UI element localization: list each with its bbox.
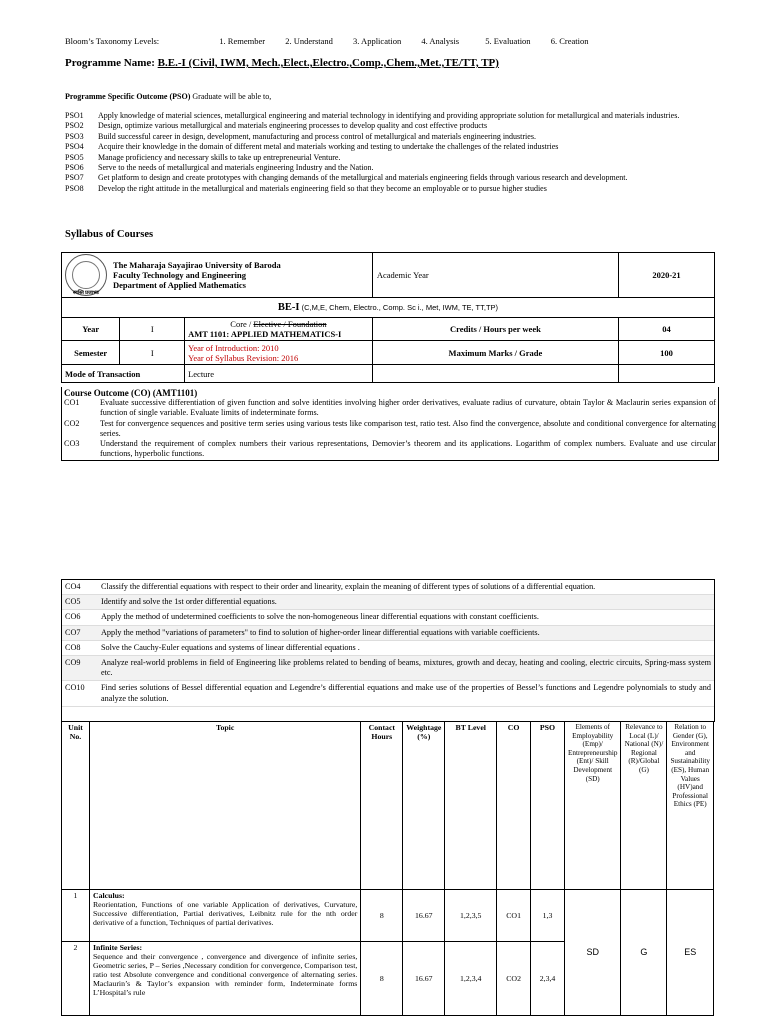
pso-code: PSO2 (65, 121, 84, 131)
co-item (62, 595, 714, 610)
co-code: CO3 (64, 439, 80, 449)
bloom-level: 1. Remember (219, 36, 266, 46)
co-text: Find series solutions of Bessel differential equation and Legendre’s differential equations and make use of the properties of Bessel’s functions and Legendre polynomials to study and analyze the solution. (101, 683, 711, 703)
revision-year: Year of Syllabus Revision: 2016 (188, 352, 299, 363)
header-pso: PSO (531, 722, 565, 890)
pso-code: PSO4 (65, 142, 84, 152)
co-text: Understand the requirement of complex numbers their various representations, Demovier’s theorem and its applications. Logarithm of complex numbers. Evaluate and use circular functions, hyperbolic functions. (100, 439, 716, 459)
marks-value: 100 (619, 341, 715, 365)
co-item (64, 439, 716, 459)
co-text: Analyze real-world problems in field of Engineering like problems related to bending of beams, mixtures, growth and decay, heating and cooling, electric circuits, Spring-mass system etc. (101, 658, 711, 678)
co-item (62, 656, 714, 681)
faculty-name: Faculty Technology and Engineering (113, 270, 246, 280)
co-item (62, 626, 714, 641)
pso-text: Serve to the needs of metallurgical and materials engineering Industry and the Nation. (98, 163, 374, 173)
co-item (62, 681, 714, 706)
topic-cell (89, 942, 360, 1016)
relevance-value: G (621, 890, 667, 1016)
co-text: Classify the differential equations with respect to their order and linearity, explain the meaning of different types of solutions of a differential equation. (101, 582, 596, 591)
pso-text: Manage proficiency and necessary skills to take up entrepreneurial Venture. (98, 152, 341, 162)
pso-heading-rest: Graduate will be able to, (190, 92, 272, 101)
university-cell (62, 253, 373, 298)
pso-text: Apply knowledge of material sciences, metallurgical engineering and material technology in identifying and providing appropriate solution for metallurgical and materials industries. (98, 111, 680, 120)
header-topic: Topic (89, 722, 360, 890)
co-code: CO8 (65, 642, 81, 652)
pso-code: PSO8 (65, 183, 84, 193)
co-code: CO6 (65, 612, 81, 622)
pso-code: PSO3 (65, 131, 84, 141)
weightage: 16.67 (403, 942, 445, 1016)
topic-title: Infinite Series: (92, 943, 143, 952)
pso-code: PSO5 (65, 152, 84, 162)
co-item (62, 641, 714, 656)
department-name: Department of Applied Mathematics (113, 280, 246, 290)
co-text: Apply the method "variations of parameters" to find to solution of higher-order linear differential equations with variable coefficients. (101, 627, 540, 637)
course-cell (185, 318, 373, 341)
class-branches: (C,M,E, Chem, Electro., Comp. Sc i., Met, IWM, TE, TT,TP) (301, 303, 499, 312)
pso-heading-bold: Programme Specific Outcome (PSO) (65, 92, 191, 101)
header-unit: Unit No. (62, 722, 90, 890)
contact-hours: 8 (361, 890, 403, 942)
header-weightage: Weightage (%) (403, 722, 445, 890)
pso-text: Design, optimize various metallurgical and materials engineering processes to develop quality and cost effective products (98, 121, 488, 131)
co-spacer (62, 707, 714, 721)
university-logo (65, 254, 107, 296)
core-strike: Elective / Foundation (253, 319, 327, 329)
co-code: CO9 (65, 658, 81, 668)
mode-value: Lecture (185, 365, 373, 383)
element-value: SD (564, 890, 621, 1016)
co-heading: Course Outcome (CO) (AMT1101) (64, 388, 198, 398)
co-text: Identify and solve the 1st order differential equations. (101, 597, 277, 607)
bloom-level: 3. Application (353, 36, 402, 46)
header-bt: BT Level (445, 722, 497, 890)
pso-value: 2,3,4 (531, 942, 565, 1016)
co-text: Test for convergence sequences and positive term series using various tests like comparison test, ratio test. Also find the convergence, absolute and conditional convergence for alternating series. (100, 418, 716, 438)
credits-label: Credits / Hours per week (372, 318, 618, 341)
empty-cell (619, 365, 715, 383)
unit-no: 2 (62, 942, 90, 1016)
header-co: CO (497, 722, 531, 890)
pso-code: PSO6 (65, 163, 84, 173)
programme-value: B.E.-I (Civil, IWM, Mech.,Elect.,Electro.,Comp.,Chem.,Met.,TE/TT, TP) (157, 57, 499, 69)
topic-text: Reorientation, Functions of one variable Application of derivatives, Curvature, Successive differentiation, Partial derivatives, Leibnitz rule for the nth order derivative of a function, Techniques of partial derivatives. (92, 900, 358, 927)
co-item (64, 398, 716, 418)
class-main: BE-I (277, 302, 300, 313)
year-label: Year (62, 318, 120, 341)
pso-item (65, 184, 705, 194)
pso-text: Get platform to design and create prototypes with changing demands of the metallurgical and materials engineering fields through various research and development. (98, 173, 628, 183)
course-outcomes-1 (61, 387, 719, 461)
table-row (62, 890, 714, 942)
pso-item (65, 142, 705, 152)
pso-text: Acquire their knowledge in the domain of different metal and materials working and testing to undertake the challenges of the related industries (98, 142, 559, 152)
co-code: CO10 (65, 683, 85, 693)
topic-title: Calculus: (92, 891, 125, 900)
pso-item (65, 132, 705, 142)
header-element: Elements of Employability (Emp)/ Entrepreneurship (Ent)/ Skill Development (SD) (564, 722, 621, 890)
co-item (64, 419, 716, 439)
semester-value: I (120, 341, 185, 365)
bloom-levels-line (65, 36, 588, 46)
core-prefix: Core / (230, 319, 254, 329)
academic-year-label: Academic Year (372, 253, 618, 298)
programme-label: Programme Name: (65, 57, 155, 69)
pso-code: PSO1 (65, 111, 84, 120)
relation-value: ES (667, 890, 714, 1016)
intro-cell (185, 341, 373, 365)
pso-item (65, 121, 705, 131)
header-relevance: Relevance to Local (L)/ National (N)/ Regional (R)/Global (G) (621, 722, 667, 890)
pso-value: 1,3 (531, 890, 565, 942)
university-name: The Maharaja Sayajirao University of Baroda (113, 260, 281, 270)
empty-cell (372, 365, 618, 383)
co-text: Solve the Cauchy-Euler equations and systems of linear differential equations . (101, 642, 360, 652)
bloom-level: 6. Creation (550, 36, 589, 46)
bt-level: 1,2,3,5 (445, 890, 497, 942)
topic-text: Sequence and their convergence , convergence and divergence of infinite series, Geometric series, P – Series ,Necessary condition for convergence, Comparison test, ratio test Absolute convergence and conditional convergence of alternating series. Maclaurin’s & Taylor’s expansion with reminder form, Indeterminate forms L’Hospital’s rule (92, 952, 358, 997)
semester-label: Semester (62, 341, 120, 365)
pso-text: Build successful career in design, development, manufacturing and process control of metallurgical and materials engineering industries. (98, 131, 536, 141)
bloom-level: 4. Analysis (421, 36, 460, 46)
bt-level: 1,2,3,4 (445, 942, 497, 1016)
co-value: CO1 (497, 890, 531, 942)
logo-motto: स्वस्ति प्रजाभ्यः (73, 291, 99, 296)
pso-code: PSO7 (65, 173, 84, 183)
co-text: Evaluate successive differentiation of given function and solve identities involving higher order derivatives, evaluate radius of curvature, obtain Taylor & Maclaurin series expansion of function of single variable. Evaluate limits of indeterminate forms. (100, 398, 716, 418)
co-code: CO4 (65, 582, 81, 591)
header-contact: Contact Hours (361, 722, 403, 890)
bloom-level: 2. Understand (285, 36, 333, 46)
bloom-label: Bloom’s Taxonomy Levels: (65, 36, 160, 46)
bloom-level: 5. Evaluation (485, 36, 531, 46)
course-title: AMT 1101: APPLIED MATHEMATICS-I (188, 329, 342, 339)
pso-list (65, 111, 705, 194)
credits-value: 04 (619, 318, 715, 341)
pso-item (65, 111, 705, 121)
co-text: Apply the method of undetermined coefficients to solve the non-homogeneous linear differential equations with constant coefficients. (101, 612, 539, 622)
year-value: I (120, 318, 185, 341)
co-code: CO1 (64, 398, 80, 408)
pso-item (65, 153, 705, 163)
co-code: CO2 (64, 418, 80, 428)
co-code: CO5 (65, 597, 81, 607)
marks-label: Maximum Marks / Grade (372, 341, 618, 365)
header-relation: Relation to Gender (G), Environment and Sustainability (ES), Human Values (HV)and Professional Ethics (PE) (667, 722, 714, 890)
programme-name (65, 57, 499, 69)
topic-cell (89, 890, 360, 942)
intro-year: Year of Introduction: 2010 (188, 342, 279, 353)
co-item (62, 580, 714, 595)
pso-item (65, 163, 705, 173)
co-code: CO7 (65, 627, 81, 637)
course-outcomes-2 (61, 579, 715, 722)
contact-hours: 8 (361, 942, 403, 1016)
mode-label: Mode of Transaction (62, 365, 185, 383)
weightage: 16.67 (403, 890, 445, 942)
course-header-table (61, 252, 715, 383)
pso-heading (65, 92, 271, 101)
pso-item (65, 173, 705, 183)
academic-year-value: 2020-21 (619, 253, 715, 298)
co-item (62, 610, 714, 625)
unit-table (61, 721, 714, 1016)
co-value: CO2 (497, 942, 531, 1016)
unit-no: 1 (62, 890, 90, 942)
pso-text: Develop the right attitude in the metallurgical and materials engineering field so that they become an employable or to pursue higher studies (98, 183, 547, 193)
class-row (62, 298, 715, 318)
syllabus-heading: Syllabus of Courses (65, 229, 154, 240)
